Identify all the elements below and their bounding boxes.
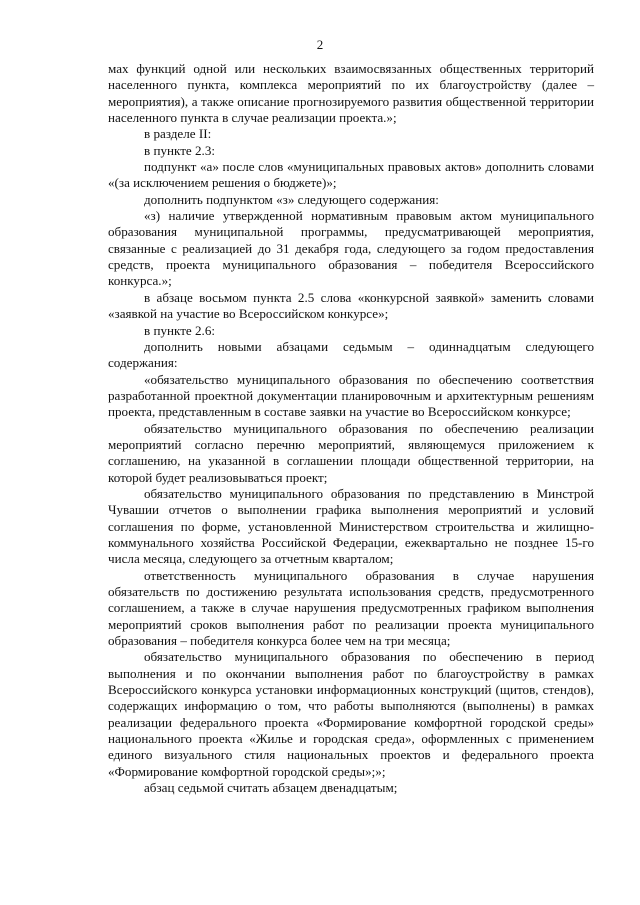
paragraph: мах функций одной или нескольких взаимосвязанных общественных территорий населенного пункта, комплекса мероприятий по их благоустройству (далее – мероприятия), а также описание прогнозируемого развития общественной территории населенного пункта в случае реализации проекта.»; — [108, 61, 594, 126]
paragraph: в пункте 2.3: — [144, 142, 216, 158]
paragraph: абзац седьмой считать абзацем двенадцатым; — [144, 780, 398, 796]
paragraph: ответственность муниципального образования в случае нарушения обязательств по достижению результата использования средств, предусмотренного соглашением, а также в случае нарушения предусмотренных графиком выполнения мероприятий сроков выполнения работ по реализации проекта муниципального образования – победителя конкурса более чем на три месяца; — [108, 567, 594, 649]
paragraph: «обязательство муниципального образования по обеспечению соответствия разработанной проектной документации планировочным и архитектурным решениям проекта, представленным в составе заявки на участие во Всероссийском конкурсе; — [108, 371, 594, 420]
paragraph: обязательство муниципального образования по обеспечению в период выполнения и по окончании выполнения работ по благоустройству в рамках Всероссийского конкурса установки информационных конструкций (щитов, стендов), содержащих информацию о том, что работы выполняются (выполнены) в рамках реализации федерального проекта «Формирование комфортной городской среды» национального проекта «Жилье и городская среда», оформленных с применением единого визуального стиля национальных проектов и федерального проекта «Формирование комфортной городской среды»;»; — [108, 649, 594, 779]
paragraph: подпункт «а» после слов «муниципальных правовых актов» дополнить словами «(за исключением решения о бюджете)»; — [108, 159, 594, 191]
page-number: 2 — [316, 37, 324, 52]
paragraph: «з) наличие утвержденной нормативным правовым актом муниципального образования муниципальной программы, предусматривающей мероприятия, связанные с реализацией до 31 декабря года, следующего за годом предоставления средств, проекта муниципального образования – победителя Всероссийского конкурса.»; — [108, 208, 594, 289]
paragraph: дополнить подпунктом «з» следующего содержания: — [144, 191, 439, 207]
paragraph: в разделе II: — [144, 126, 212, 142]
paragraph: обязательство муниципального образования по обеспечению реализации мероприятий согласно перечню мероприятий, являющемуся приложением к соглашению, на указанной в соглашении площади общественной территории, на которой будет реализовываться проект; — [108, 420, 594, 485]
paragraph: в пункте 2.6: — [144, 322, 216, 338]
document-body — [108, 61, 594, 796]
paragraph: в абзаце восьмом пункта 2.5 слова «конкурсной заявкой» заменить словами «заявкой на участие во Всероссийском конкурсе»; — [108, 289, 594, 322]
paragraph: обязательство муниципального образования по представлению в Минстрой Чувашии отчетов о выполнении графика выполнения мероприятий и условий соглашения по форме, установленной Министерством строительства и жилищно-коммунального хозяйства Российской Федерации, ежеквартально не позднее 15-го числа месяца, следующего за отчетным кварталом; — [108, 485, 594, 567]
paragraph: дополнить новыми абзацами седьмым – одиннадцатым следующего содержания: — [108, 338, 594, 371]
